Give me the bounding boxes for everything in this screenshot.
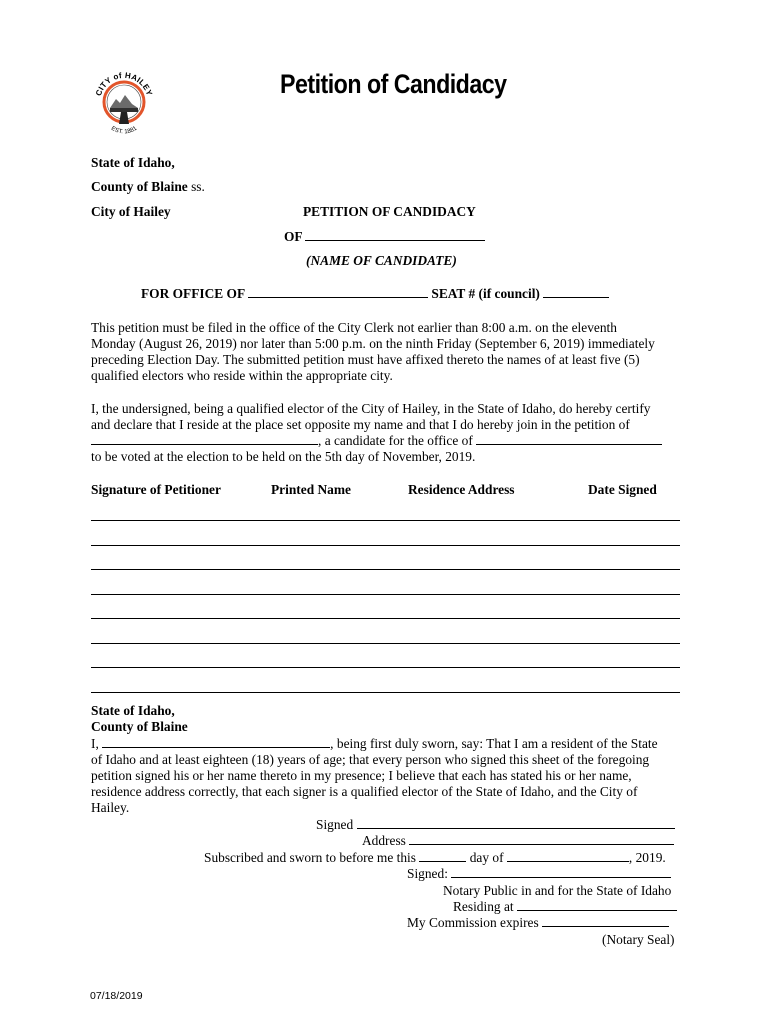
sworn-year: , 2019. xyxy=(628,850,666,865)
filing-line: This petition must be filed in the office of the City Clerk not earlier than 8:00 a.m. on the eleventh xyxy=(91,320,617,335)
caption-county-label: County of Blaine xyxy=(91,179,188,194)
affiant-name-blank[interactable] xyxy=(102,736,330,748)
affidavit-line: of Idaho and at least eighteen (18) years of age; that every person who signed this sheet of the foregoing xyxy=(91,752,650,767)
office-blank[interactable] xyxy=(248,286,428,298)
residing-label: Residing at xyxy=(453,899,514,914)
address-label: Address xyxy=(362,833,406,848)
name-note-text: NAME OF CANDIDATE xyxy=(310,253,453,268)
filing-paragraph xyxy=(91,320,691,384)
filing-line: Monday (August 26, 2019) nor later than 5:00 p.m. on the ninth Friday (September 6, 2019) immediately xyxy=(91,336,655,351)
residing-blank[interactable] xyxy=(517,899,677,911)
signature-row-line[interactable] xyxy=(91,643,680,644)
affiant-suffix: , being first duly sworn, say: That I am a resident of the State xyxy=(330,736,658,751)
col-header-residence: Residence Address xyxy=(408,482,515,497)
col-header-date: Date Signed xyxy=(588,482,657,497)
commission-label: My Commission expires xyxy=(407,915,539,930)
affiant-prefix: I, xyxy=(91,736,99,751)
affidavit-state: State of Idaho, xyxy=(91,703,175,718)
affidavit-line: Hailey. xyxy=(91,800,130,815)
filing-line: qualified electors who reside within the appropriate city. xyxy=(91,368,393,383)
signature-row-line[interactable] xyxy=(91,545,680,546)
address-blank[interactable] xyxy=(409,833,674,845)
signature-row-line[interactable] xyxy=(91,520,680,521)
seal-arc-text: CITY of HAILEY xyxy=(93,70,155,98)
candidate-name-line xyxy=(284,229,485,245)
affidavit-county: County of Blaine xyxy=(91,719,188,734)
certify-line: and declare that I reside at the place set opposite my name and that I do hereby join in the petition of xyxy=(91,417,630,432)
signed2-line xyxy=(407,866,671,882)
signed-label: Signed xyxy=(316,817,354,832)
notary-signature-blank[interactable] xyxy=(451,866,671,878)
sworn-label: Subscribed and sworn to before me this xyxy=(204,850,416,865)
signature-row-line[interactable] xyxy=(91,594,680,595)
office-of-blank[interactable] xyxy=(476,433,662,445)
signature-row-line[interactable] xyxy=(91,618,680,619)
page-title: Petition of Candidacy xyxy=(280,69,507,99)
residing-line xyxy=(453,899,677,915)
day-of-label: day of xyxy=(469,850,504,865)
certify-line: I, the undersigned, being a qualified elector of the City of Hailey, in the State of Idaho, do hereby certify xyxy=(91,401,651,416)
sworn-month-blank[interactable] xyxy=(507,850,629,862)
candidate-name-blank[interactable] xyxy=(305,229,485,241)
certify-paragraph xyxy=(91,401,691,465)
seat-label: SEAT # (if council) xyxy=(431,286,540,301)
commission-blank[interactable] xyxy=(542,915,669,927)
sworn-day-blank[interactable] xyxy=(419,850,466,862)
signature-row-line[interactable] xyxy=(91,692,680,693)
signed2-label: Signed: xyxy=(407,866,448,881)
caption-city: City of Hailey xyxy=(91,204,171,219)
notary-seal-label: (Notary Seal) xyxy=(602,932,675,947)
signed-line xyxy=(316,817,675,833)
address-line xyxy=(362,833,674,849)
name-of-candidate-note: (NAME OF CANDIDATE) xyxy=(306,253,457,268)
certify-line-blanks xyxy=(91,433,691,449)
certify-line: to be voted at the election to be held on the 5th day of November, 2019. xyxy=(91,449,476,464)
signed-blank[interactable] xyxy=(357,817,675,829)
caption-state: State of Idaho, xyxy=(91,155,175,170)
seat-blank[interactable] xyxy=(543,286,609,298)
city-seal-logo xyxy=(92,66,156,140)
col-header-printed-name: Printed Name xyxy=(271,482,351,497)
signature-row-line[interactable] xyxy=(91,667,680,668)
footer-date: 07/18/2019 xyxy=(90,990,143,1002)
sworn-line xyxy=(204,850,666,866)
commission-line xyxy=(407,915,669,931)
svg-text:EST. 1881 xyxy=(110,125,139,135)
affidavit-first-line xyxy=(91,736,691,752)
office-label: FOR OFFICE OF xyxy=(141,286,245,301)
petition-of-blank[interactable] xyxy=(91,433,318,445)
col-header-signature: Signature of Petitioner xyxy=(91,482,221,497)
notary-public-label: Notary Public in and for the State of Idaho xyxy=(443,883,672,898)
affidavit-body xyxy=(91,736,691,816)
seal-est-text: EST. 1881 xyxy=(109,125,139,136)
certify-mid-text: , a candidate for the office of xyxy=(318,433,473,448)
filing-line: preceding Election Day. The submitted petition must have affixed thereto the names of at least five (5) xyxy=(91,352,640,367)
of-label: OF xyxy=(284,229,303,244)
affidavit-line: petition signed his or her name thereto in my presence; I believe that each has stated his or her name, xyxy=(91,768,632,783)
caption-county xyxy=(91,179,205,195)
signature-row-line[interactable] xyxy=(91,569,680,570)
caption-center-title: PETITION OF CANDIDACY xyxy=(303,204,476,219)
affidavit-line: residence address correctly, that each signer is a qualified elector of the State of Idaho, and the City of xyxy=(91,784,638,799)
office-line xyxy=(141,286,609,302)
caption-ss: ss. xyxy=(191,179,205,194)
